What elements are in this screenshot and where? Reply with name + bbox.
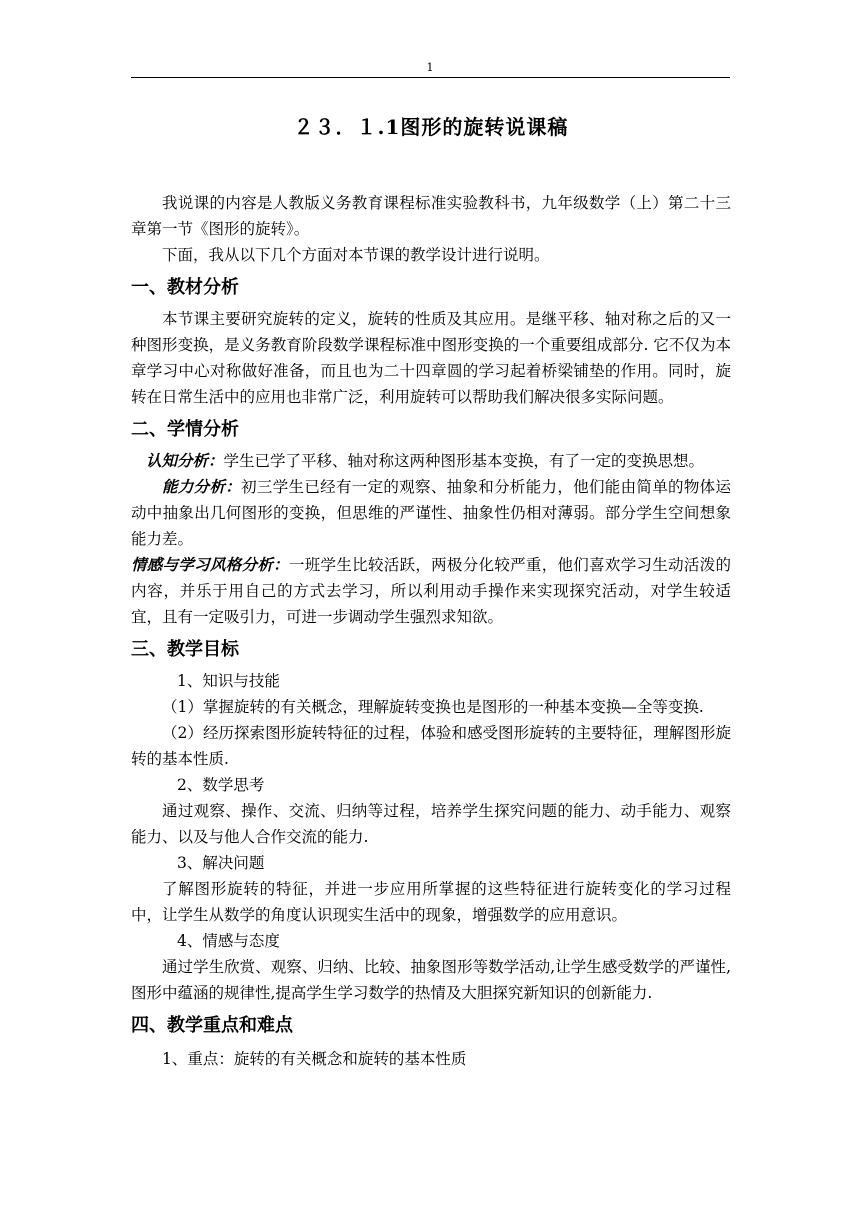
goal-1-item-1: （1）掌握旋转的有关概念，理解旋转变换也是图形的一种基本变换—全等变换. <box>162 698 704 716</box>
cognitive-analysis-paragraph <box>131 448 731 474</box>
emotion-analysis-label: 情感与学习风格分析： <box>131 555 289 574</box>
goal-2-body: 通过观察、操作、交流、归纳等过程，培养学生探究问题的能力、动手能力、观察能力、以及与他人合作交流的能力. <box>131 802 731 846</box>
document-body <box>131 112 731 1072</box>
goal-4-body: 通过学生欣赏、观察、归纳、比较、抽象图形等数学活动,让学生感受数学的严谨性,图形中蕴涵的规律性,提高学生学习数学的热情及大胆探究新知识的创新能力. <box>131 958 731 1002</box>
goal-2-title: 2、数学思考 <box>177 776 265 794</box>
section-heading-textbook-analysis: 一、教材分析 <box>131 277 239 298</box>
ability-analysis-paragraph <box>131 474 731 552</box>
page-number: 1 <box>426 61 434 74</box>
header-rule <box>131 77 730 78</box>
section-heading-student-analysis: 二、学情分析 <box>131 419 239 440</box>
goal-4-title: 4、情感与态度 <box>177 932 280 950</box>
section-heading-teaching-goals: 三、教学目标 <box>131 639 239 660</box>
document-title: ２３．１.1图形的旋转说课稿 <box>293 115 569 139</box>
textbook-analysis-paragraph: 本节课主要研究旋转的定义，旋转的性质及其应用。是继平移、轴对称之后的又一种图形变换，是义务教育阶段数学课程标准中图形变换的一个重要组成部分. 它不仅为本章学习中心对称做好准备，而且也为二十四章圆的学习起着桥梁铺垫的作用。同时，旋转在日常生活中的应用也非常广泛，利用旋转可以帮助我们解决很多实际问题。 <box>131 310 731 406</box>
emotion-analysis-text: 一班学生比较活跃，两极分化较严重，他们喜欢学习生动活泼的内容，并乐于用自己的方式去学习，所以利用动手操作来实现探究活动，对学生较适宜，且有一定吸引力，可进一步调动学生强烈求知欲。 <box>131 556 731 626</box>
intro-paragraph-1: 我说课的内容是人教版义务教育课程标准实验教科书，九年级数学（上）第二十三章第一节《图形的旋转》。 <box>131 194 731 238</box>
goal-3-title: 3、解决问题 <box>177 854 265 872</box>
goal-3-body: 了解图形旋转的特征，并进一步应用所掌握的这些特征进行旋转变化的学习过程中，让学生从数学的角度认识现实生活中的现象，增强数学的应用意识。 <box>131 880 731 924</box>
key-point-paragraph: 1、重点：旋转的有关概念和旋转的基本性质 <box>162 1050 467 1068</box>
cognitive-analysis-label: 认知分析： <box>146 451 224 470</box>
goal-1-item-2: （2）经历探索图形旋转特征的过程，体验和感受图形旋转的主要特征，理解图形旋转的基本性质. <box>131 724 731 768</box>
ability-analysis-label: 能力分析： <box>162 477 242 496</box>
ability-analysis-text: 初三学生已经有一定的观察、抽象和分析能力，他们能由简单的物体运动中抽象出几何图形的变换，但思维的严谨性、抽象性仍相对薄弱。部分学生空间想象能力差。 <box>131 478 731 548</box>
goal-1-title: 1、知识与技能 <box>177 672 280 690</box>
intro-paragraph-2: 下面，我从以下几个方面对本节课的教学设计进行说明。 <box>162 246 550 264</box>
emotion-analysis-paragraph <box>131 552 731 630</box>
section-heading-key-difficult-points: 四、教学重点和难点 <box>131 1015 293 1036</box>
cognitive-analysis-text: 学生已学了平移、轴对称这两种图形基本变换，有了一定的变换思想。 <box>223 452 705 470</box>
